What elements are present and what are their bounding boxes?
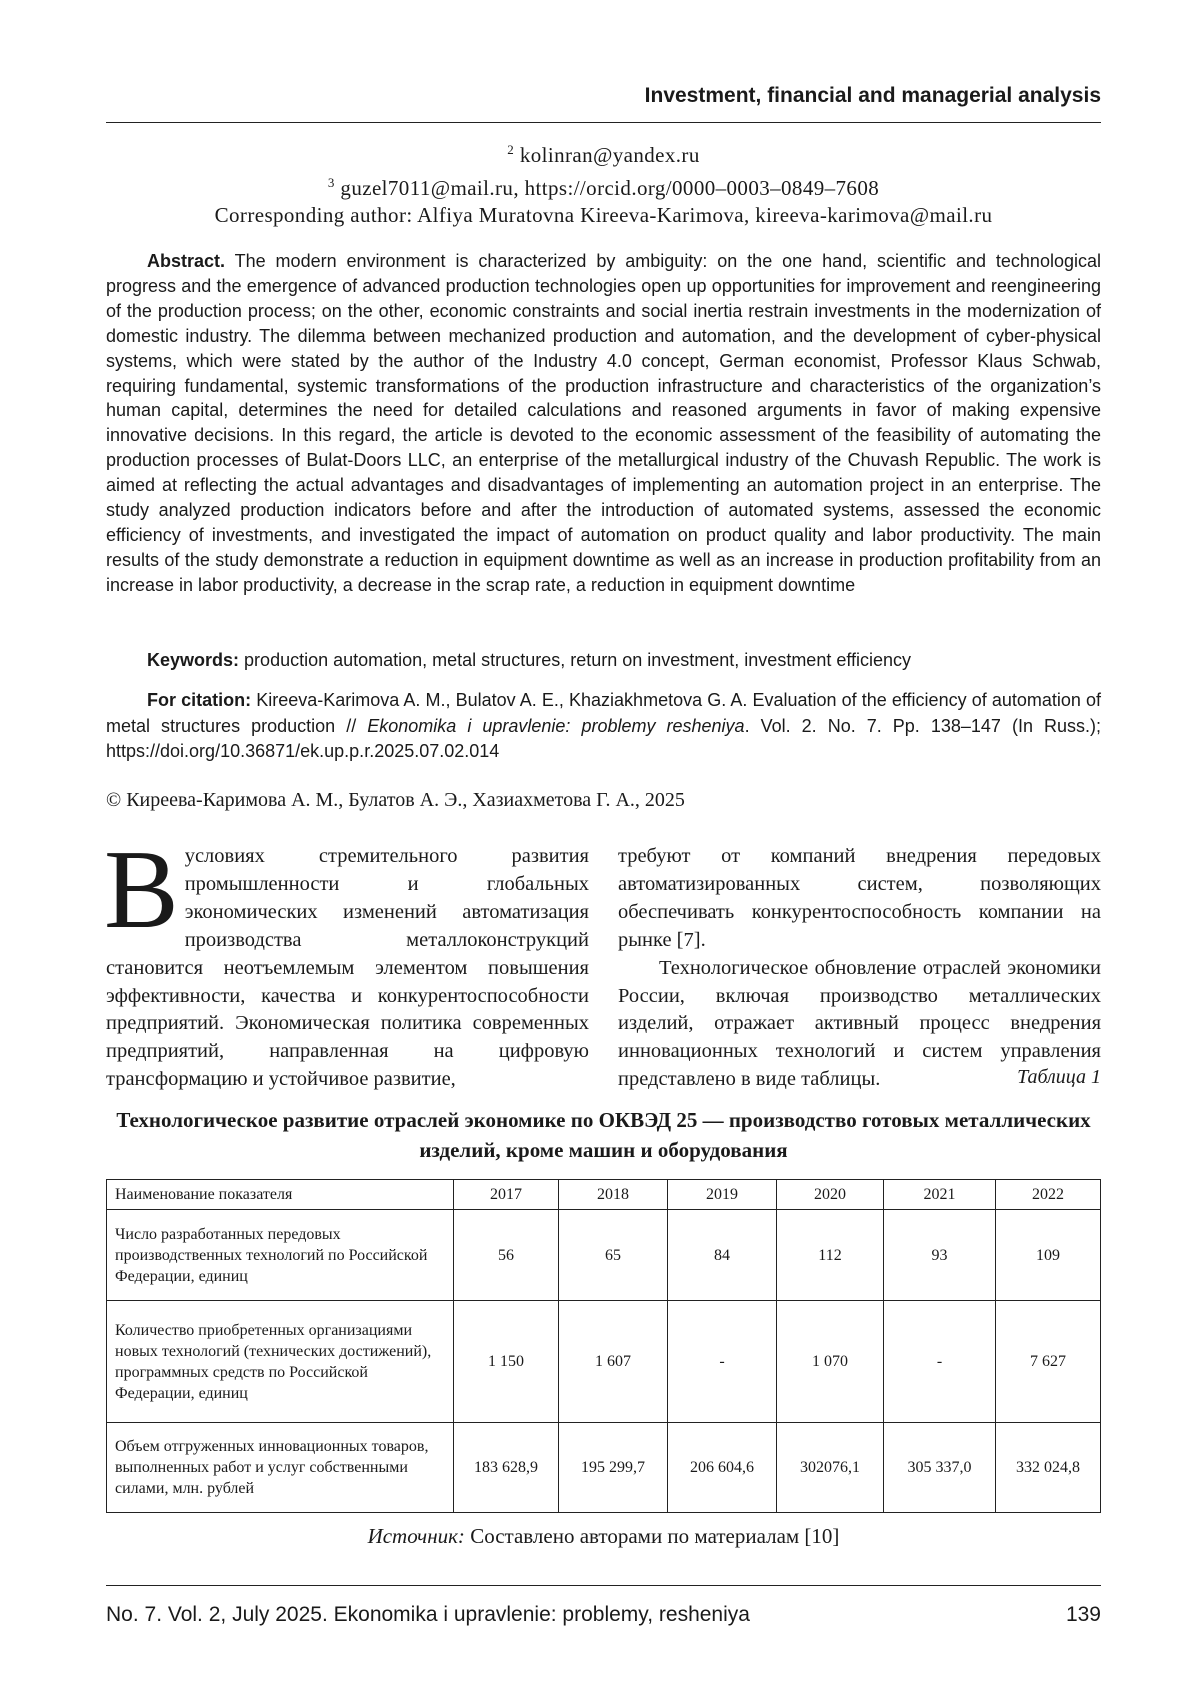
table-cell: 7 627 <box>996 1301 1101 1423</box>
data-table <box>106 1179 1101 1513</box>
citation-label: For citation: <box>147 690 252 710</box>
table-header-cell: 2021 <box>884 1180 996 1210</box>
table-row <box>107 1423 1101 1513</box>
keywords <box>106 648 1101 673</box>
table-header-cell: 2017 <box>454 1180 559 1210</box>
page-number: 139 <box>1065 1603 1101 1626</box>
table-cell: 65 <box>559 1210 668 1301</box>
table-title: Технологическое развитие отраслей экономике по ОКВЭД 25 — производство готовых металлических изделий, кроме машин и оборудования <box>116 1108 1091 1162</box>
table-cell: Количество приобретенных организациями новых технологий (технических достижений), программных средств по Российской Федерации, единиц <box>107 1301 454 1423</box>
citation <box>106 688 1101 765</box>
copyright: © Киреева-Каримова А. М., Булатов А. Э., Хазиахметова Г. А., 2025 <box>106 789 685 811</box>
abstract-text: The modern environment is characterized by ambiguity: on the one hand, scientific and technological progress and the emergence of advanced production technologies open up opportunities for improvement and reengineering of the production process; on the other, economic constraints and social inertia restrain investments in the modernization of domestic industry. The dilemma between mechanized production and automation, and the development of cyber-physical systems, which were stated by the author of the Industry 4.0 concept, German economist, Professor Klaus Schwab, requiring fundamental, systemic transformations of the production infrastructure and characteristics of the organization’s human capital, determines the need for detailed calculations and reasoned arguments in favor of making expensive innovative decisions. In this regard, the article is devoted to the economic assessment of the feasibility of automating the production processes of Bulat-Doors LLC, an enterprise of the metallurgical industry of the Chuvash Republic. The work is aimed at reflecting the actual advantages and disadvantages of implementing an automation project in an enterprise. The study analyzed production indicators before and after the introduction of automated systems, assessed the economic efficiency of investments, and investigated the impact of automation on product quality and labor productivity. The main results of the study demonstrate a reduction in equipment downtime as well as an increase in production profitability from an increase in labor productivity, a decrease in the scrap rate, a reduction in equipment downtime <box>106 251 1101 595</box>
table-cell: 1 607 <box>559 1301 668 1423</box>
table-cell: 332 024,8 <box>996 1423 1101 1513</box>
running-head: Investment, financial and managerial analysis <box>644 84 1101 107</box>
body-column-left <box>104 828 589 1094</box>
author-contacts <box>106 136 1101 229</box>
table-cell: - <box>884 1301 996 1423</box>
citation-details: . Vol. 2. No. 7. Pp. 138–147 (In Russ.); https://doi.org/10.36871/ek.up.p.r.2025.07.02.014 <box>106 715 1101 761</box>
table-header-cell: 2020 <box>777 1180 884 1210</box>
table-header-cell: 2018 <box>559 1180 668 1210</box>
table-header-cell: Наименование показателя <box>107 1180 454 1210</box>
body-paragraph: Технологическое обновление отраслей экономики России, включая производство металлических изделий, отражает активный процесс внедрения инновационных технологий и систем управления представлено в виде таблицы. <box>618 956 1101 1091</box>
table-row <box>107 1210 1101 1301</box>
abstract <box>106 249 1101 598</box>
table-cell: 112 <box>777 1210 884 1301</box>
author-email-3: guzel7011@mail.ru, https://orcid.org/0000–0003–0849–7608 <box>340 176 880 200</box>
footer-rule <box>106 1585 1101 1586</box>
citation-journal: Ekonomika i upravlenie: problemy resheniya <box>367 715 745 736</box>
keywords-label: Keywords: <box>147 650 240 670</box>
table-cell: 195 299,7 <box>559 1423 668 1513</box>
keywords-text: production automation, metal structures, return on investment, investment efficiency <box>244 650 912 670</box>
author-email-2: kolinran@yandex.ru <box>519 143 700 167</box>
table-cell: 1 070 <box>777 1301 884 1423</box>
table-cell: Число разработанных передовых производственных технологий по Российской Федерации, единиц <box>107 1210 454 1301</box>
footnote-mark: 3 <box>327 175 335 190</box>
footer-journal-info: No. 7. Vol. 2, July 2025. Ekonomika i upravlenie: problemy, resheniya <box>106 1603 750 1626</box>
table-header-cell: 2019 <box>668 1180 777 1210</box>
drop-cap: В <box>104 828 179 952</box>
table-cell: 93 <box>884 1210 996 1301</box>
table-header-row <box>107 1180 1101 1210</box>
body-column-right <box>618 843 1101 1094</box>
table-cell: 183 628,9 <box>454 1423 559 1513</box>
header-rule <box>106 122 1101 123</box>
corresponding-author: Corresponding author: Alfiya Muratovna Kireeva-Karimova, kireeva-karimova@mail.ru <box>214 203 993 227</box>
body-paragraph: требуют от компаний внедрения передовых автоматизированных систем, позволяющих обеспечивать конкурентоспособность компании на рынке [7]. <box>618 845 1101 951</box>
table-cell: 302076,1 <box>777 1423 884 1513</box>
table-label: Таблица 1 <box>1017 1066 1101 1088</box>
source-text: Составлено авторами по материалам [10] <box>470 1524 840 1548</box>
table-cell: 206 604,6 <box>668 1423 777 1513</box>
table-header-cell: 2022 <box>996 1180 1101 1210</box>
footnote-mark: 2 <box>507 142 515 157</box>
table-cell: 56 <box>454 1210 559 1301</box>
citation-text: Kireeva-Karimova A. M., Bulatov A. E., Khaziakhmetova G. A. Evaluation of the efficiency of automation of metal structures production // <box>106 690 1101 736</box>
table-cell: Объем отгруженных инновационных товаров, выполненных работ и услуг собственными силами, млн. рублей <box>107 1423 454 1513</box>
table-cell: - <box>668 1301 777 1423</box>
table-cell: 109 <box>996 1210 1101 1301</box>
table-source <box>106 1524 1101 1549</box>
table-cell: 84 <box>668 1210 777 1301</box>
table-cell: 1 150 <box>454 1301 559 1423</box>
table-cell: 305 337,0 <box>884 1423 996 1513</box>
source-label: Источник: <box>367 1524 465 1548</box>
body-text: условиях стремительного развития промышленности и глобальных экономических изменений автоматизация производства металлоконструкций становится неотъемлемым элементом повышения эффективности, качества и конкурентоспособности предприятий. Экономическая политика современных предприятий, направленная на цифровую трансформацию и устойчивое развитие, <box>106 845 589 1091</box>
abstract-label: Abstract. <box>147 251 226 271</box>
table-row <box>107 1301 1101 1423</box>
